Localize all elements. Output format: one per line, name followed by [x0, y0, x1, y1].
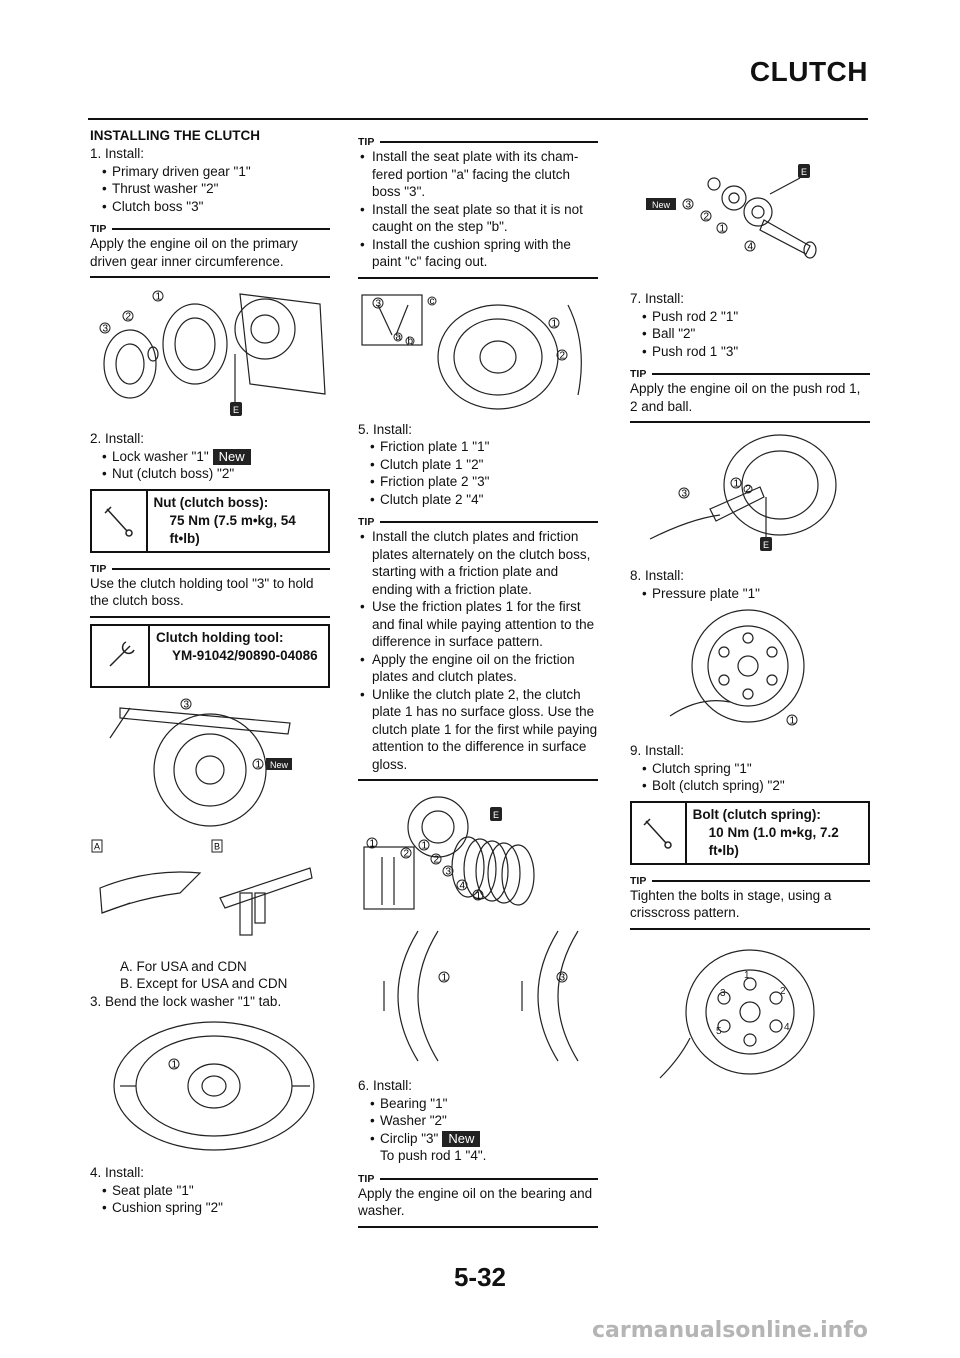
spec-title: Clutch holding tool:: [156, 629, 284, 645]
spec-value: 75 Nm (7.5 m•kg, 54 ft•lb): [169, 512, 296, 546]
svg-text:2: 2: [780, 985, 786, 997]
step-9-item: • Bolt (clutch spring) "2": [630, 777, 870, 795]
svg-text:1: 1: [789, 715, 796, 727]
step-5-item: • Clutch plate 1 "2": [358, 456, 598, 474]
page-title: CLUTCH: [749, 56, 868, 87]
tip-box: [630, 368, 870, 423]
step-3: 3. Bend the lock washer "1" tab.: [90, 993, 282, 1009]
tip-box: [358, 136, 598, 279]
step-7-item: • Push rod 1 "3": [630, 343, 870, 361]
svg-text:1: 1: [421, 840, 428, 852]
svg-text:E: E: [232, 405, 240, 415]
spec-title: Bolt (clutch spring):: [692, 806, 821, 822]
section-title: INSTALLING THE CLUTCH: [90, 128, 260, 143]
figure-label-b: B: [213, 841, 221, 851]
tip-label: TIP: [630, 368, 647, 380]
torque-wrench-icon: [92, 491, 148, 551]
new-badge: New: [442, 1131, 480, 1147]
header-rule: [88, 118, 868, 120]
tip-box: [630, 875, 870, 930]
tip-box: [90, 223, 330, 278]
seat-plate-illustration: [358, 285, 598, 415]
svg-text:2: 2: [703, 211, 710, 223]
step-9-item: • Clutch spring "1": [630, 760, 870, 778]
spec-title: Nut (clutch boss):: [153, 494, 269, 510]
step-5-item: • Clutch plate 2 "4": [358, 491, 598, 509]
figure-label-a: A: [93, 841, 101, 851]
torque-spec-box: [90, 489, 330, 553]
svg-text:3: 3: [183, 699, 190, 710]
column-1: [90, 128, 330, 1217]
svg-text:1: 1: [719, 223, 726, 235]
clutch-spring-bolts-illustration: [630, 938, 870, 1088]
svg-text:2: 2: [745, 484, 752, 495]
tip-item: • Unlike the clutch plate 2, the clutch plate 1 has no surface gloss. Use the clutch plate 1 for the first while paying attention to the difference in surface gloss.: [358, 686, 598, 774]
svg-text:3: 3: [559, 972, 566, 984]
svg-text:4: 4: [459, 880, 466, 892]
tip-item: • Install the seat plate with its cham-fered portion "a" facing the clutch boss "3".: [358, 148, 598, 201]
new-badge: New: [213, 449, 251, 465]
spec-value: YM-91042/90890-04086: [172, 647, 318, 663]
svg-text:E: E: [800, 167, 808, 177]
step-1-item: • Primary driven gear "1": [90, 163, 330, 181]
column-3: [630, 128, 870, 1088]
svg-text:2: 2: [125, 311, 132, 323]
step-5-item: • Friction plate 2 "3": [358, 473, 598, 491]
svg-text:3: 3: [720, 987, 726, 999]
svg-text:3: 3: [685, 199, 692, 211]
svg-text:3: 3: [445, 866, 452, 878]
step-2-item-text: Lock washer "1": [112, 448, 209, 464]
svg-text:b: b: [407, 335, 414, 347]
tip-text: Apply the engine oil on the bearing and washer.: [358, 1185, 593, 1218]
svg-text:1: 1: [255, 759, 262, 770]
tip-label: TIP: [358, 516, 375, 528]
new-badge: New: [269, 759, 289, 770]
tip-item: • Install the clutch plates and friction plates alternately on the clutch boss, starting with a friction plate and ending with a friction plate.: [358, 528, 598, 598]
pressure-plate-illustration: [630, 606, 870, 736]
tip-label: TIP: [358, 136, 375, 148]
note-a: A. For USA and CDN: [120, 958, 247, 974]
step-8: 8. Install:: [630, 568, 685, 583]
torque-spec-box: [630, 801, 870, 865]
svg-text:4: 4: [784, 1021, 790, 1033]
step-4: 4. Install:: [90, 1165, 145, 1180]
push-rod-parts-illustration: [630, 150, 870, 290]
svg-text:1: 1: [155, 291, 162, 303]
step-1: 1. Install:: [90, 146, 145, 161]
step-6-item: • Washer "2": [358, 1112, 598, 1130]
tip-item: • Apply the engine oil on the friction plates and clutch plates.: [358, 651, 598, 686]
tip-label: TIP: [90, 223, 107, 235]
step-5: 5. Install:: [358, 421, 413, 437]
tip-box: [90, 563, 330, 618]
page-number: 5-32: [453, 1262, 507, 1292]
svg-text:1: 1: [369, 838, 376, 850]
tip-label: TIP: [90, 562, 107, 575]
step-2-item: [90, 448, 330, 466]
step-7-item: • Ball "2": [630, 325, 870, 343]
svg-text:2: 2: [433, 854, 440, 866]
step-6-item-text: Circlip "3": [380, 1130, 439, 1146]
tip-text: Tighten the bolts in stage, using a crisscross pattern.: [630, 887, 832, 920]
lock-washer-illustration: [90, 1016, 330, 1156]
friction-plate-detail-illustration: [358, 921, 598, 1071]
step-4-item: • Seat plate "1": [90, 1182, 330, 1200]
svg-text:1: 1: [551, 318, 558, 329]
clutch-plates-illustration: [358, 787, 598, 917]
tool-spec-box: [90, 624, 330, 688]
svg-text:1: 1: [733, 478, 740, 490]
step-8-item: • Pressure plate "1": [630, 585, 870, 603]
step-2: 2. Install:: [90, 431, 145, 446]
column-2: [358, 128, 598, 1234]
tip-text: Apply the engine oil on the push rod 1, 2 and ball.: [630, 381, 861, 414]
step-5-item: • Friction plate 1 "1": [358, 438, 598, 456]
svg-text:a: a: [395, 331, 402, 343]
svg-text:3: 3: [102, 323, 109, 335]
svg-text:4: 4: [747, 241, 754, 253]
step-2-item: • Nut (clutch boss) "2": [90, 465, 330, 483]
new-badge: New: [651, 200, 671, 210]
step-1-item: • Clutch boss "3": [90, 198, 330, 216]
step-6-item: [358, 1130, 598, 1148]
svg-text:1: 1: [744, 969, 750, 981]
wrench-icon: [92, 626, 150, 686]
svg-text:c: c: [429, 295, 435, 307]
svg-text:3: 3: [681, 488, 688, 500]
tip-item: • Use the friction plates 1 for the first and final while paying attention to the difference in surface pattern.: [358, 598, 598, 651]
svg-text:E: E: [762, 540, 770, 550]
torque-wrench-icon: [632, 803, 687, 863]
primary-gear-illustration: [90, 284, 330, 422]
tip-text: Use the clutch holding tool "3" to hold the clutch boss.: [90, 575, 314, 608]
step-6: 6. Install:: [358, 1078, 413, 1093]
tip-text: Apply the engine oil on the primary driven gear inner circumference.: [90, 236, 298, 269]
svg-text:1: 1: [441, 972, 448, 984]
tip-item: • Install the cushion spring with the paint "c" facing out.: [358, 236, 598, 271]
tip-label: TIP: [358, 1172, 375, 1185]
tip-box: [358, 516, 598, 781]
svg-text:1: 1: [475, 890, 482, 902]
tip-item: • Install the seat plate so that it is not caught on the step "b".: [358, 201, 598, 236]
watermark: carmanualsonline.info: [592, 1318, 868, 1343]
svg-text:5: 5: [716, 1025, 722, 1037]
push-rod-install-illustration: [630, 429, 870, 563]
step-9: 9. Install:: [630, 743, 685, 758]
svg-text:2: 2: [403, 848, 410, 860]
step-7: 7. Install:: [630, 291, 685, 306]
spec-value: 10 Nm (1.0 m•kg, 7.2 ft•lb): [708, 824, 839, 858]
clutch-holding-illustration: [90, 698, 330, 948]
step-7-item: • Push rod 2 "1": [630, 308, 870, 326]
svg-text:E: E: [492, 810, 500, 820]
step-6-sub: To push rod 1 "4".: [380, 1148, 487, 1163]
svg-text:2: 2: [559, 350, 566, 361]
tip-label: TIP: [630, 874, 647, 887]
note-b: B. Except for USA and CDN: [120, 976, 288, 991]
tip-box: [358, 1173, 598, 1228]
step-4-item: • Cushion spring "2": [90, 1199, 330, 1217]
svg-text:3: 3: [375, 298, 382, 309]
step-1-item: • Thrust washer "2": [90, 180, 330, 198]
svg-text:1: 1: [171, 1059, 178, 1071]
step-6-item: • Bearing "1": [358, 1095, 598, 1113]
